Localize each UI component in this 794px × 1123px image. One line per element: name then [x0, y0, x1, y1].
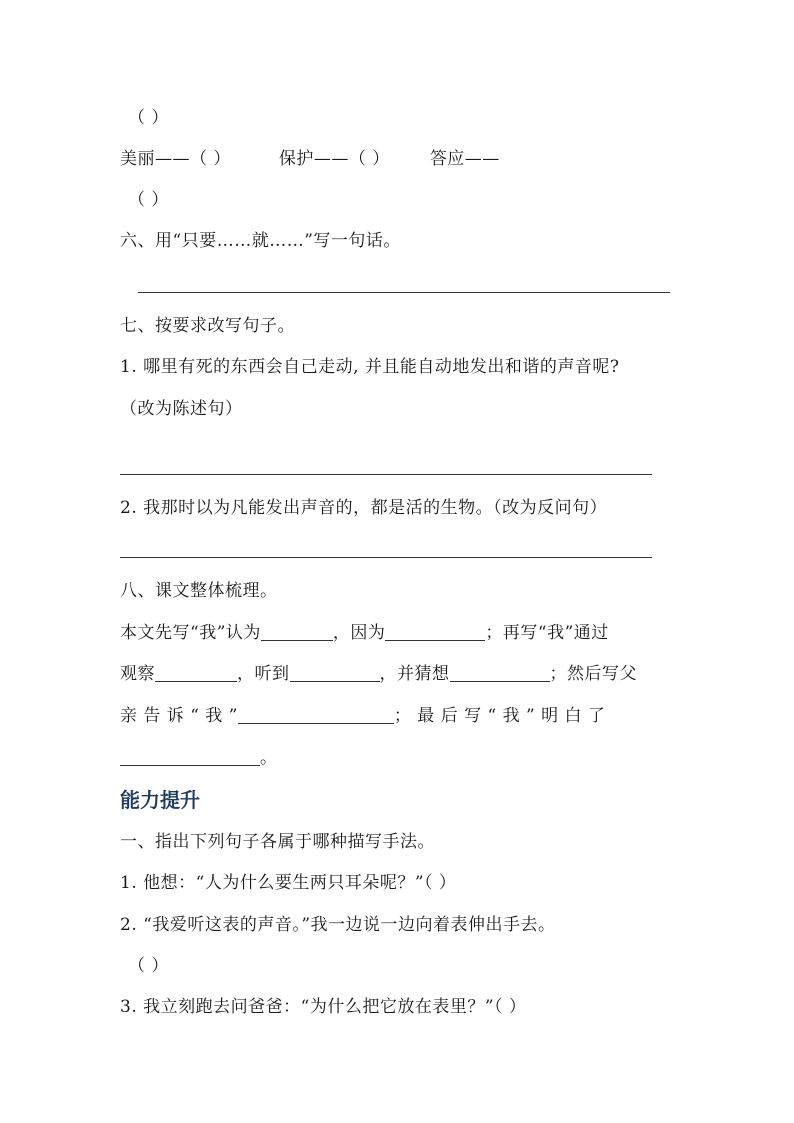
q7-item-1-note: （改为陈述句）: [120, 399, 243, 419]
q7-item-1: 1. 哪里有死的东西会自己走动, 并且能自动地发出和谐的声音呢?: [120, 357, 620, 377]
q8-blank-7[interactable]: [120, 747, 260, 766]
q8-text-3a: 亲 告 诉 “ 我 ”: [120, 706, 238, 726]
s1-title: 一、指出下列句子各属于哪种描写手法。: [120, 832, 435, 852]
q8-paragraph-line-1: [120, 621, 609, 645]
q8-text-3b: ； 最 后 写 “ 我 ” 明 白 了: [393, 706, 606, 726]
antonym-item-b: 保护——（ ）: [278, 149, 390, 169]
q7-item-2-answer-line[interactable]: [120, 557, 652, 558]
antonym-row: [120, 147, 500, 171]
q8-blank-1[interactable]: [261, 622, 333, 641]
q8-text-1a: 本文先写“我”认为: [120, 623, 261, 643]
q8-paragraph-line-4: [120, 746, 278, 770]
q8-text-2a: 观察: [120, 664, 155, 684]
q8-blank-4[interactable]: [290, 663, 380, 682]
antonym-item-c-paren: （ ）: [128, 190, 169, 210]
q6-title: 六、用“只要……就……”写一句话。: [120, 231, 401, 251]
section-heading: 能力提升: [120, 788, 200, 812]
q8-text-1b: ，因为: [332, 623, 386, 643]
s1-item-3: 3. 我立刻跑去问爸爸：“为什么把它放在表里？”（ ）: [120, 997, 527, 1017]
q8-blank-2[interactable]: [385, 622, 485, 641]
q8-text-1c: ；再写“我”通过: [485, 623, 609, 643]
q8-text-2b: ，听到: [237, 664, 290, 684]
q8-blank-5[interactable]: [450, 663, 550, 682]
q8-paragraph-line-3: [120, 704, 605, 728]
q8-blank-3[interactable]: [155, 663, 237, 682]
q8-text-4: 。: [260, 748, 278, 768]
q8-text-2c: ，并猜想: [379, 664, 450, 684]
antonym-item-c: 答应——: [429, 149, 500, 169]
q8-blank-6[interactable]: [238, 705, 394, 724]
q6-answer-line[interactable]: [138, 292, 670, 293]
q7-item-1-answer-line[interactable]: [120, 474, 652, 475]
q8-text-2d: ；然后写父: [549, 664, 637, 684]
answer-paren-top: （ ）: [128, 108, 169, 128]
antonym-item-a: 美丽——（ ）: [120, 149, 231, 169]
q7-item-2: 2. 我那时以为凡能发出声音的，都是活的生物。（改为反问句）: [120, 498, 608, 518]
s1-item-1: 1. 他想：“人为什么要生两只耳朵呢？”（ ）: [120, 873, 457, 893]
q8-paragraph-line-2: [120, 662, 637, 686]
s1-item-2-paren: （ ）: [128, 956, 169, 976]
q8-title: 八、课文整体梳理。: [120, 581, 278, 601]
q7-title: 七、按要求改写句子。: [120, 316, 295, 336]
s1-item-2: 2. “我爱听这表的声音。”我一边说一边向着表伸出手去。: [120, 915, 556, 935]
